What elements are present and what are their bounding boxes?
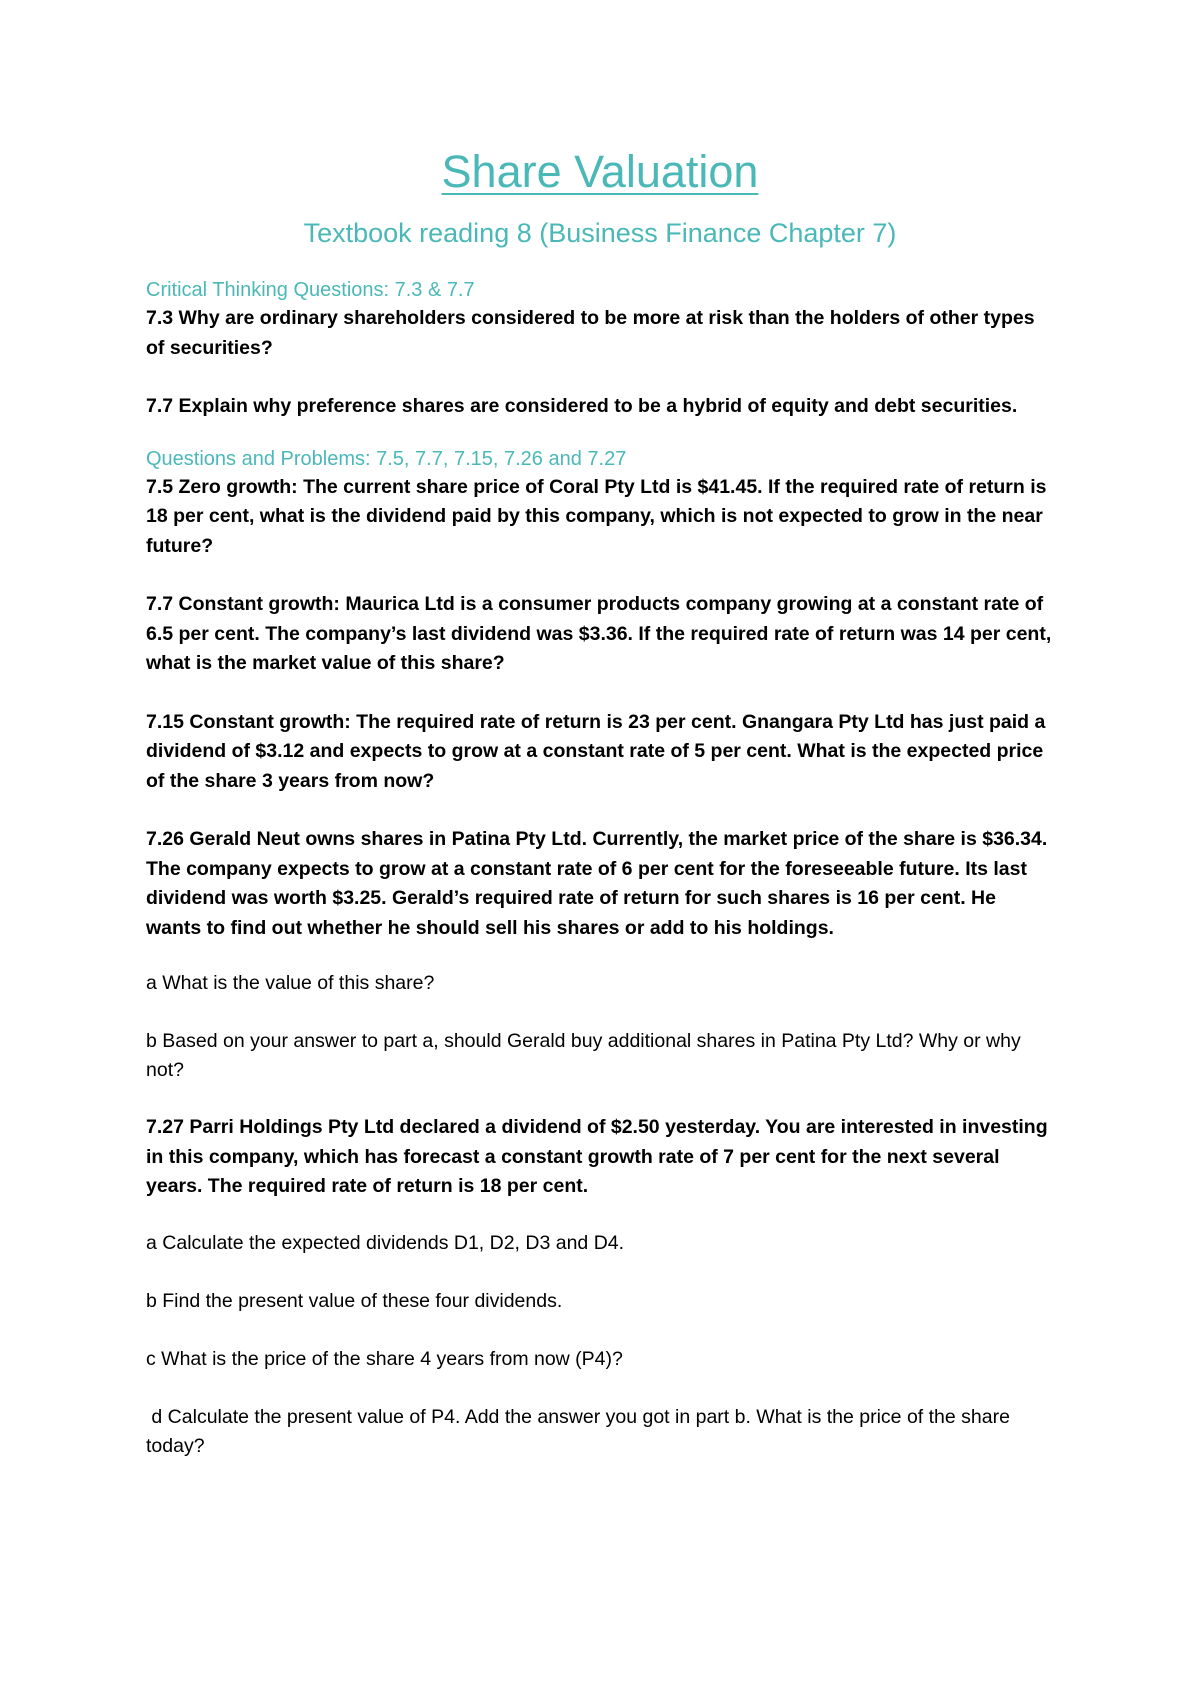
question-7-27-part-b: b Find the present value of these four dividends. <box>146 1289 563 1312</box>
question-7-7-critical: 7.7 Explain why preference shares are considered to be a hybrid of equity and debt securities. <box>146 395 1018 417</box>
page-title: Share Valuation <box>441 146 759 197</box>
question-7-27-part-c: c What is the price of the share 4 years from now (P4)? <box>146 1347 623 1370</box>
question-7-26: 7.26 Gerald Neut owns shares in Patina Pty Ltd. Currently, the market price of the share is $36.34. The company expects to grow at a constant rate of 6 per cent for the foreseeable future. Its last dividend was worth $3.25. Gerald’s required rate of return for such shares is 16 per cent. He wants to find out whether he should sell his shares or add to his holdings. <box>146 828 1048 939</box>
question-7-27: 7.27 Parri Holdings Pty Ltd declared a dividend of $2.50 yesterday. You are interested in investing in this company, which has forecast a constant growth rate of 7 per cent for the next several years. The required rate of return is 18 per cent. <box>146 1116 1048 1197</box>
question-7-27-part-a: a Calculate the expected dividends D1, D2, D3 and D4. <box>146 1231 625 1254</box>
problems-heading: Questions and Problems: 7.5, 7.7, 7.15, 7.26 and 7.27 <box>146 447 627 470</box>
question-7-15: 7.15 Constant growth: The required rate of return is 23 per cent. Gnangara Pty Ltd has just paid a dividend of $3.12 and expects to grow at a constant rate of 5 per cent. What is the expected price of the share 3 years from now? <box>146 710 1046 792</box>
question-7-7-problem: 7.7 Constant growth: Maurica Ltd is a consumer products company growing at a constant rate of 6.5 per cent. The company’s last dividend was $3.36. If the required rate of return was 14 per cent, what is the market value of this share? <box>146 593 1052 674</box>
question-7-27-part-d: d Calculate the present value of P4. Add the answer you got in part b. What is the price of the share today? <box>146 1405 1016 1457</box>
question-7-3: 7.3 Why are ordinary shareholders considered to be more at risk than the holders of other types of securities? <box>146 307 1035 359</box>
question-7-5: 7.5 Zero growth: The current share price of Coral Pty Ltd is $41.45. If the required rate of return is 18 per cent, what is the dividend paid by this company, which is not expected to grow in the near future? <box>146 475 1047 557</box>
page-subtitle: Textbook reading 8 (Business Finance Chapter 7) <box>303 218 897 248</box>
question-7-26-part-a: a What is the value of this share? <box>146 972 435 994</box>
question-7-26-part-b: b Based on your answer to part a, should Gerald buy additional shares in Patina Pty Ltd? Why or why not? <box>146 1030 1021 1081</box>
critical-thinking-heading: Critical Thinking Questions: 7.3 & 7.7 <box>146 279 475 301</box>
